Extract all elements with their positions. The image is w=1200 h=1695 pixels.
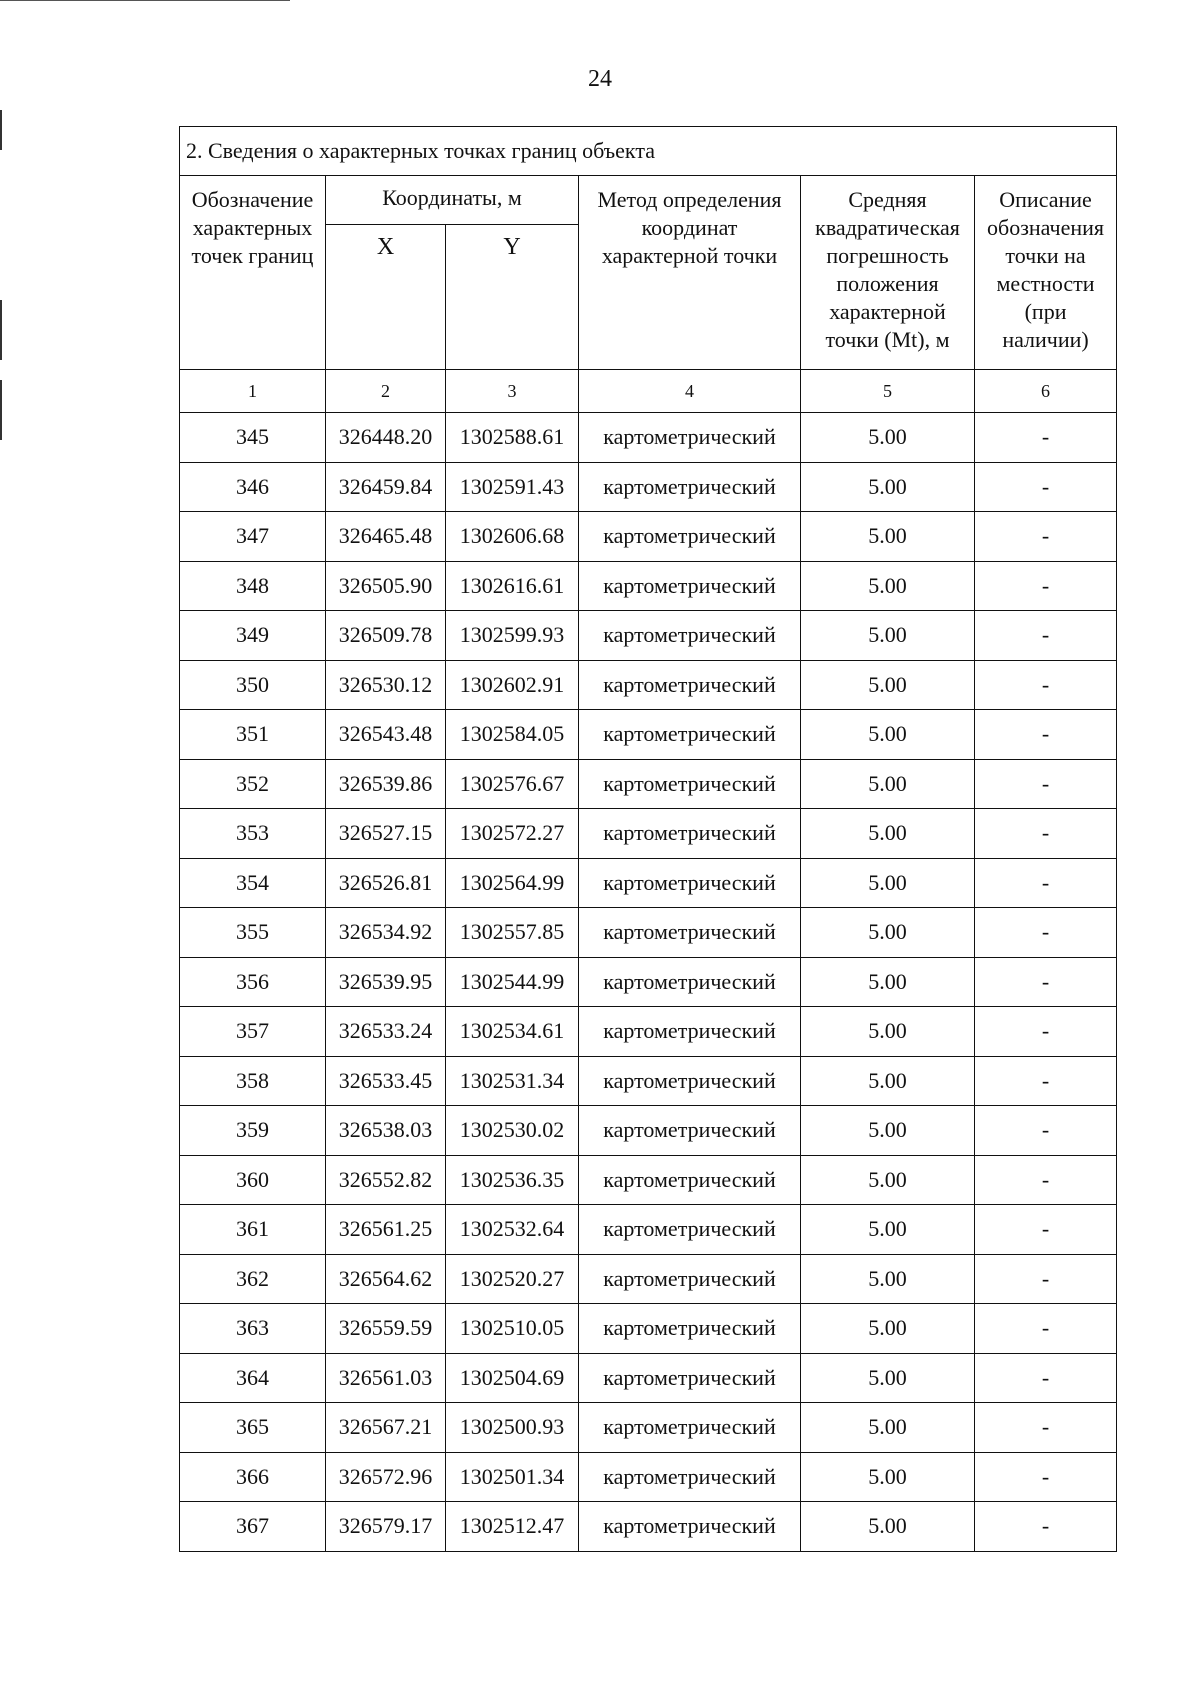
cell-error: 5.00 xyxy=(801,809,975,859)
cell-error: 5.00 xyxy=(801,1502,975,1552)
cell-x: 326459.84 xyxy=(326,462,446,512)
table-row xyxy=(180,1353,1117,1403)
cell-y: 1302616.61 xyxy=(446,561,579,611)
cell-method: картометрический xyxy=(579,413,801,463)
cell-point: 345 xyxy=(180,413,326,463)
cell-method: картометрический xyxy=(579,957,801,1007)
cell-point: 359 xyxy=(180,1106,326,1156)
cell-error: 5.00 xyxy=(801,759,975,809)
cell-x: 326567.21 xyxy=(326,1403,446,1453)
cell-x: 326509.78 xyxy=(326,611,446,661)
cell-method: картометрический xyxy=(579,858,801,908)
table-row xyxy=(180,1155,1117,1205)
cell-description: - xyxy=(975,710,1117,760)
cell-x: 326448.20 xyxy=(326,413,446,463)
cell-description: - xyxy=(975,462,1117,512)
cell-y: 1302532.64 xyxy=(446,1205,579,1255)
cell-description: - xyxy=(975,561,1117,611)
cell-description: - xyxy=(975,759,1117,809)
table-row xyxy=(180,462,1117,512)
cell-description: - xyxy=(975,908,1117,958)
table-row xyxy=(180,1056,1117,1106)
column-number: 5 xyxy=(801,370,975,413)
cell-error: 5.00 xyxy=(801,1403,975,1453)
cell-error: 5.00 xyxy=(801,1106,975,1156)
cell-y: 1302500.93 xyxy=(446,1403,579,1453)
header-description: Описание обозначения точки на местности (при наличии) xyxy=(975,176,1117,370)
cell-point: 362 xyxy=(180,1254,326,1304)
column-numbers-row xyxy=(180,370,1117,413)
table-row xyxy=(180,1502,1117,1552)
header-x: X xyxy=(326,225,446,370)
cell-x: 326572.96 xyxy=(326,1452,446,1502)
cell-method: картометрический xyxy=(579,908,801,958)
cell-error: 5.00 xyxy=(801,1155,975,1205)
cell-method: картометрический xyxy=(579,462,801,512)
scan-edge-mark xyxy=(0,380,2,440)
cell-description: - xyxy=(975,1155,1117,1205)
table-row xyxy=(180,759,1117,809)
cell-method: картометрический xyxy=(579,710,801,760)
cell-description: - xyxy=(975,413,1117,463)
header-y: Y xyxy=(446,225,579,370)
cell-y: 1302510.05 xyxy=(446,1304,579,1354)
cell-x: 326539.86 xyxy=(326,759,446,809)
cell-x: 326533.24 xyxy=(326,1007,446,1057)
cell-point: 356 xyxy=(180,957,326,1007)
table-row xyxy=(180,611,1117,661)
cell-x: 326552.82 xyxy=(326,1155,446,1205)
cell-y: 1302504.69 xyxy=(446,1353,579,1403)
cell-description: - xyxy=(975,809,1117,859)
cell-point: 354 xyxy=(180,858,326,908)
cell-error: 5.00 xyxy=(801,1452,975,1502)
cell-description: - xyxy=(975,611,1117,661)
column-number: 1 xyxy=(180,370,326,413)
cell-description: - xyxy=(975,660,1117,710)
cell-error: 5.00 xyxy=(801,1254,975,1304)
table-row xyxy=(180,1403,1117,1453)
cell-method: картометрический xyxy=(579,1106,801,1156)
cell-description: - xyxy=(975,1106,1117,1156)
cell-point: 364 xyxy=(180,1353,326,1403)
cell-point: 347 xyxy=(180,512,326,562)
cell-point: 348 xyxy=(180,561,326,611)
cell-point: 360 xyxy=(180,1155,326,1205)
cell-y: 1302544.99 xyxy=(446,957,579,1007)
cell-y: 1302588.61 xyxy=(446,413,579,463)
cell-x: 326465.48 xyxy=(326,512,446,562)
cell-point: 350 xyxy=(180,660,326,710)
header-error: Средняя квадратическая погрешность положения характерной точки (Mt), м xyxy=(801,176,975,370)
cell-x: 326561.25 xyxy=(326,1205,446,1255)
cell-y: 1302501.34 xyxy=(446,1452,579,1502)
cell-method: картометрический xyxy=(579,1254,801,1304)
cell-point: 361 xyxy=(180,1205,326,1255)
cell-x: 326534.92 xyxy=(326,908,446,958)
cell-x: 326559.59 xyxy=(326,1304,446,1354)
cell-x: 326538.03 xyxy=(326,1106,446,1156)
cell-method: картометрический xyxy=(579,809,801,859)
cell-error: 5.00 xyxy=(801,660,975,710)
cell-y: 1302572.27 xyxy=(446,809,579,859)
cell-y: 1302557.85 xyxy=(446,908,579,958)
cell-method: картометрический xyxy=(579,1155,801,1205)
cell-description: - xyxy=(975,1353,1117,1403)
table-row xyxy=(180,710,1117,760)
cell-point: 363 xyxy=(180,1304,326,1354)
cell-x: 326564.62 xyxy=(326,1254,446,1304)
cell-description: - xyxy=(975,1502,1117,1552)
cell-description: - xyxy=(975,1254,1117,1304)
cell-x: 326530.12 xyxy=(326,660,446,710)
cell-point: 353 xyxy=(180,809,326,859)
cell-error: 5.00 xyxy=(801,858,975,908)
column-number: 6 xyxy=(975,370,1117,413)
scan-edge-mark xyxy=(0,300,2,360)
cell-point: 355 xyxy=(180,908,326,958)
cell-error: 5.00 xyxy=(801,1056,975,1106)
cell-error: 5.00 xyxy=(801,561,975,611)
cell-y: 1302520.27 xyxy=(446,1254,579,1304)
cell-error: 5.00 xyxy=(801,611,975,661)
column-number: 4 xyxy=(579,370,801,413)
cell-error: 5.00 xyxy=(801,908,975,958)
cell-description: - xyxy=(975,1007,1117,1057)
header-point-designation: Обозначение характерных точек границ xyxy=(180,176,326,370)
column-number: 2 xyxy=(326,370,446,413)
cell-method: картометрический xyxy=(579,1502,801,1552)
section-title: 2. Сведения о характерных точках границ объекта xyxy=(180,127,1117,176)
table-row xyxy=(180,660,1117,710)
page-number: 24 xyxy=(588,66,612,92)
table-row xyxy=(180,413,1117,463)
cell-y: 1302564.99 xyxy=(446,858,579,908)
cell-error: 5.00 xyxy=(801,1353,975,1403)
table-row xyxy=(180,957,1117,1007)
cell-point: 367 xyxy=(180,1502,326,1552)
header-coordinates: Координаты, м xyxy=(326,176,579,225)
cell-point: 351 xyxy=(180,710,326,760)
scan-top-line xyxy=(0,0,290,1)
cell-method: картометрический xyxy=(579,1403,801,1453)
cell-x: 326539.95 xyxy=(326,957,446,1007)
header-method: Метод определения координат характерной точки xyxy=(579,176,801,370)
cell-x: 326526.81 xyxy=(326,858,446,908)
scan-edge-mark xyxy=(0,110,2,150)
cell-point: 365 xyxy=(180,1403,326,1453)
table-row xyxy=(180,809,1117,859)
cell-point: 346 xyxy=(180,462,326,512)
cell-error: 5.00 xyxy=(801,413,975,463)
table-row xyxy=(180,908,1117,958)
cell-description: - xyxy=(975,1403,1117,1453)
cell-error: 5.00 xyxy=(801,1304,975,1354)
cell-method: картометрический xyxy=(579,1056,801,1106)
table-row xyxy=(180,1254,1117,1304)
cell-error: 5.00 xyxy=(801,957,975,1007)
cell-method: картометрический xyxy=(579,561,801,611)
cell-description: - xyxy=(975,1056,1117,1106)
cell-error: 5.00 xyxy=(801,1007,975,1057)
cell-y: 1302512.47 xyxy=(446,1502,579,1552)
table-row xyxy=(180,512,1117,562)
table-row xyxy=(180,561,1117,611)
cell-method: картометрический xyxy=(579,512,801,562)
cell-point: 366 xyxy=(180,1452,326,1502)
cell-y: 1302591.43 xyxy=(446,462,579,512)
cell-error: 5.00 xyxy=(801,512,975,562)
cell-point: 358 xyxy=(180,1056,326,1106)
cell-y: 1302530.02 xyxy=(446,1106,579,1156)
cell-y: 1302536.35 xyxy=(446,1155,579,1205)
cell-x: 326527.15 xyxy=(326,809,446,859)
cell-description: - xyxy=(975,957,1117,1007)
table-row xyxy=(180,1304,1117,1354)
cell-method: картометрический xyxy=(579,759,801,809)
cell-description: - xyxy=(975,512,1117,562)
cell-x: 326543.48 xyxy=(326,710,446,760)
boundary-points-table xyxy=(179,126,1117,1552)
cell-x: 326505.90 xyxy=(326,561,446,611)
cell-method: картометрический xyxy=(579,1452,801,1502)
table-row xyxy=(180,1452,1117,1502)
table-row xyxy=(180,858,1117,908)
table-row xyxy=(180,1205,1117,1255)
cell-description: - xyxy=(975,1304,1117,1354)
cell-x: 326533.45 xyxy=(326,1056,446,1106)
column-number: 3 xyxy=(446,370,579,413)
cell-y: 1302531.34 xyxy=(446,1056,579,1106)
cell-method: картометрический xyxy=(579,660,801,710)
cell-method: картометрический xyxy=(579,611,801,661)
cell-y: 1302584.05 xyxy=(446,710,579,760)
cell-point: 357 xyxy=(180,1007,326,1057)
cell-method: картометрический xyxy=(579,1304,801,1354)
table-row xyxy=(180,1007,1117,1057)
cell-point: 352 xyxy=(180,759,326,809)
cell-method: картометрический xyxy=(579,1205,801,1255)
cell-point: 349 xyxy=(180,611,326,661)
table-row xyxy=(180,1106,1117,1156)
cell-method: картометрический xyxy=(579,1353,801,1403)
cell-y: 1302534.61 xyxy=(446,1007,579,1057)
cell-error: 5.00 xyxy=(801,1205,975,1255)
cell-method: картометрический xyxy=(579,1007,801,1057)
cell-y: 1302606.68 xyxy=(446,512,579,562)
cell-error: 5.00 xyxy=(801,710,975,760)
cell-description: - xyxy=(975,1452,1117,1502)
cell-y: 1302599.93 xyxy=(446,611,579,661)
cell-y: 1302602.91 xyxy=(446,660,579,710)
cell-x: 326579.17 xyxy=(326,1502,446,1552)
cell-error: 5.00 xyxy=(801,462,975,512)
cell-y: 1302576.67 xyxy=(446,759,579,809)
cell-description: - xyxy=(975,858,1117,908)
cell-description: - xyxy=(975,1205,1117,1255)
cell-x: 326561.03 xyxy=(326,1353,446,1403)
